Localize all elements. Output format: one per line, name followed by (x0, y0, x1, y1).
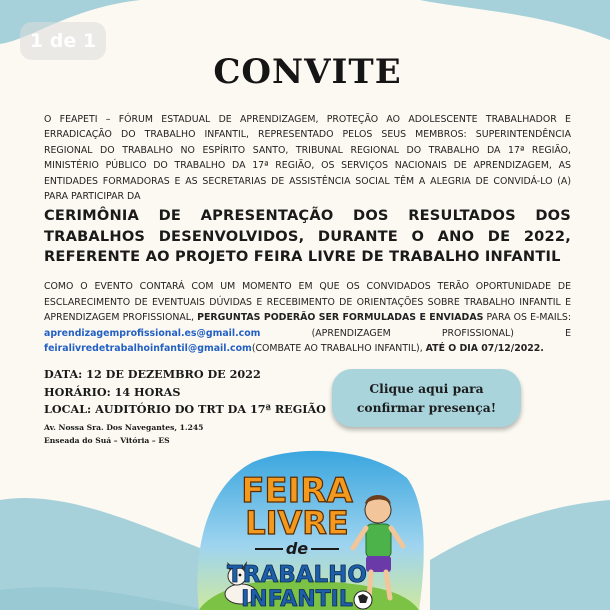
event-headline: CERIMÔNIA DE APRESENTAÇÃO DOS RESULTADOS DOS TRABALHOS DESENVOLVIDOS, DURANTE O ANO DE 2022, REFERENTE AO PROJETO FEIRA LIVRE DE TRABALHO INFANTIL (44, 207, 571, 265)
feira-livre-logo (193, 448, 425, 610)
event-details (44, 279, 571, 357)
confirm-button-line-2: confirmar presença! (356, 400, 497, 415)
details-deadline: ATÉ O DIA 07/12/2022. (425, 343, 544, 354)
logo-word-de: de (285, 539, 309, 558)
event-time: HORÁRIO: 14 HORAS (44, 384, 181, 399)
email-link-feira-livre[interactable]: feiralivredetrabalhoinfantil@gmail.com (44, 343, 252, 354)
invite-intro: O FEAPETI – FÓRUM ESTADUAL DE APRENDIZAGEM, PROTEÇÃO AO ADOLESCENTE TRABALHADOR E ERRADICAÇÃO DO TRABALHO INFANTIL, REPRESENTADO PELOS SEUS MEMBROS: SUPERINTENDÊNCIA REGIONAL DO TRABALHO NO ESPÍRITO SANTO, TRIBUNAL REGIONAL DO TRABALHO DA 17ª REGIÃO, MINISTÉRIO PÚBLICO DO TRABALHO DA 17ª REGIÃO, OS SERVIÇOS NACIONAIS DE APRENDIZAGEM, AS ENTIDADES FORMADORAS E AS SECRETARIAS DE ASSISTÊNCIA SOCIAL TÊM A ALEGRIA DE CONVIDÁ-LO (A) PARA PARTICIPAR DA (44, 114, 571, 203)
details-text-3: (APRENDIZAGEM PROFISSIONAL) E (260, 327, 571, 339)
confirm-button-line-1: Clique aqui para (369, 381, 484, 396)
email-link-aprendizagem[interactable]: aprendizagemprofissional.es@gmail.com (44, 327, 261, 339)
event-location: LOCAL: AUDITÓRIO DO TRT DA 17ª REGIÃO (44, 402, 326, 416)
logo-word-livre: LIVRE (245, 504, 349, 542)
event-date: DATA: 12 DE DEZEMBRO DE 2022 (44, 367, 261, 381)
details-bold-questions: PERGUNTAS PODERÃO SER FORMULADAS E ENVIADAS (197, 312, 484, 323)
event-info (44, 366, 334, 419)
event-address (44, 421, 334, 447)
details-text-4: (COMBATE AO TRABALHO INFANTIL), (251, 343, 426, 354)
logo-word-infantil: INFANTIL (241, 587, 353, 610)
address-line-1: Av. Nossa Sra. Dos Navegantes, 1.245 (44, 423, 204, 432)
address-line-2: Enseada do Suá – Vitória – ES (44, 436, 170, 445)
page-indicator: 1 de 1 (20, 22, 106, 60)
invite-title: CONVITE (213, 52, 402, 92)
logo-word-trabalho: TRABALHO (227, 562, 367, 588)
details-text-2: PARA OS E-MAILS: (483, 312, 571, 323)
logo-word-feira: FEIRA (241, 471, 353, 511)
confirm-attendance-button[interactable] (332, 369, 521, 427)
details-text-1: COMO O EVENTO CONTARÁ COM UM MOMENTO EM QUE OS CONVIDADOS TERÃO OPORTUNIDADE DE ESCLARECIMENTO DE EVENTUAIS DÚVIDAS E RECEBIMENTO DE ORIENTAÇÕES SOBRE TRABALHO INFANTIL E APRENDIZAGEM PROFISSIONAL, (44, 281, 571, 323)
